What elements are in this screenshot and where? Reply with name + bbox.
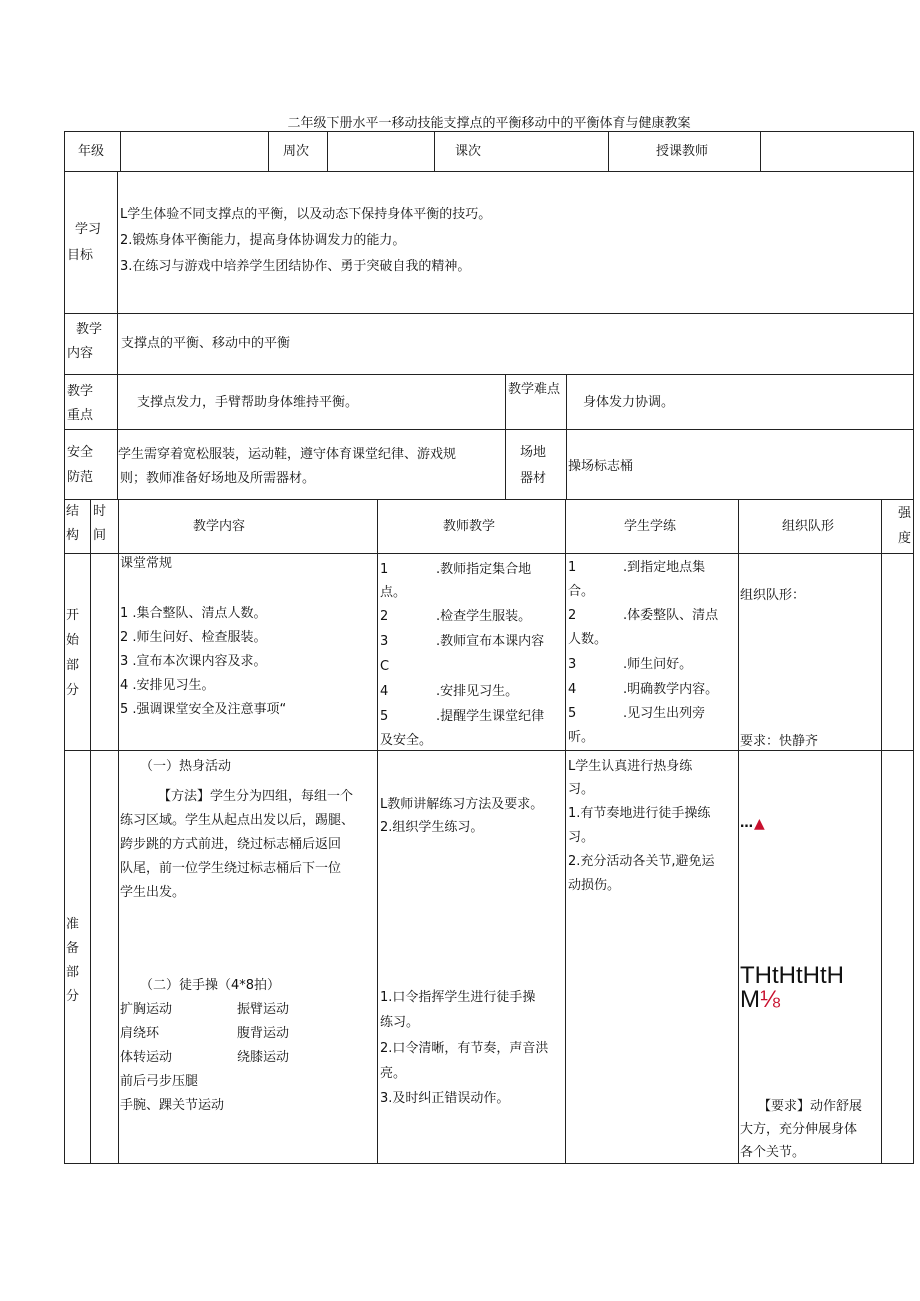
start-student-num: 4 [568,682,577,697]
start-student-text: .见习生出列旁 [623,706,706,721]
start-content-line: 4 .安排见习生。 [120,678,215,693]
prep-student-line: 1.有节奏地进行徒手操练 [568,806,711,821]
exercise-item: 扩胸运动 [120,1002,173,1017]
warmup-line: 练习区域。学生从起点出发以后，踢腿、 [120,813,355,828]
col-intensity-1: 强 [898,506,912,521]
start-student-text: 人数。 [568,632,608,647]
start-student-text: .到指定地点集 [623,560,706,575]
exercise-item: 体转运动 [120,1050,173,1065]
start-teacher-num: 4 [380,684,389,699]
start-teacher-text: 及安全。 [380,733,433,748]
triangle-icon: ▲ [754,816,765,832]
exercise-title: （二）徒手操（4*8拍） [140,978,281,993]
start-requirement: 要求：快静齐 [740,734,819,749]
equip-text: 操场标志桶 [568,459,634,474]
col-struct-2: 构 [66,528,80,543]
start-student-num: 1 [568,560,577,575]
start-teacher-text: 点。 [380,585,407,600]
start-content-line: 5 .强调课堂安全及注意事项“ [120,702,287,717]
prep-teacher-line: L教师讲解练习方法及要求。 [380,797,544,812]
safety-text: 则；教师准备好场地及所需器材。 [120,471,316,486]
safety-text: 学生需穿着宽松服装，运动鞋，遵守体育课堂纪律、游戏规 [118,447,457,462]
prep-student-line: L学生认真进行热身练 [568,759,693,774]
col-formation: 组织队形 [782,519,835,534]
prep-student-line: 习。 [568,782,595,797]
start-student-text: .明确教学内容。 [623,682,719,697]
prep-requirement-line: 大方，充分伸展身体 [740,1122,858,1137]
formation-dots: … [740,816,753,831]
exercise-item: 肩绕环 [120,1026,160,1041]
warmup-line: 【方法】学生分为四组，每组一个 [158,789,354,804]
start-teacher-text: .提醒学生课堂纪律 [436,709,545,724]
col-content: 教学内容 [193,519,246,534]
difficulty-text: 身体发力协调。 [583,395,675,410]
start-student-num: 5 [568,706,577,721]
prep-requirement-line: 【要求】动作舒展 [758,1099,863,1114]
col-intensity-2: 度 [898,531,912,546]
equip-label-2: 器材 [520,471,547,486]
week-label: 周次 [283,144,310,159]
difficulty-label: 教学难点 [508,382,561,397]
safety-label-1: 安全 [67,445,94,460]
start-section-char: 部 [66,658,80,673]
grade-label: 年级 [78,144,105,159]
safety-label-2: 防范 [67,470,94,485]
warmup-line: 队尾，前一位学生绕过标志桶后下一位 [120,861,342,876]
key-label-2: 重点 [67,408,94,423]
start-section-char: 开 [66,608,80,623]
teacher-label: 授课教师 [656,144,709,159]
content-label-2: 内容 [67,346,94,361]
start-teacher-text: .教师宣布本课内容 [436,634,545,649]
prep-teacher-line: 1.口令指挥学生进行徒手操 [380,990,536,1005]
col-struct-1: 结 [66,504,80,519]
warmup-line: 学生出发。 [120,885,186,900]
prep-student-line: 动损伤。 [568,878,621,893]
prep-teacher-line: 练习。 [380,1015,420,1030]
prep-student-line: 2.充分活动各关节,避免运 [568,854,715,869]
goals-label-2: 目标 [67,248,94,263]
start-student-text: .师生问好。 [623,657,693,672]
col-student: 学生学练 [624,519,677,534]
start-teacher-text: .检查学生服装。 [436,609,532,624]
start-student-num: 3 [568,657,577,672]
formation-diagram-fraction: ⅛ [760,986,781,1013]
start-teacher-text: .安排见习生。 [436,684,519,699]
start-content-line: 3 .宣布本次课内容及求。 [120,654,267,669]
prep-requirement-line: 各个关节。 [740,1145,806,1160]
start-student-text: .体委整队、清点 [623,608,719,623]
formation-diagram-text: THtHtHtH [740,962,844,989]
prep-teacher-line: 3.及时纠正错误动作。 [380,1091,510,1106]
start-teacher-num: 2 [380,609,389,624]
start-teacher-text: .教师指定集合地 [436,562,532,577]
prep-section-char: 准 [66,917,80,932]
start-student-text: 合。 [568,584,595,599]
start-teacher-num: 1 [380,562,389,577]
start-content-line: 2 .师生问好、检查服装。 [120,630,267,645]
start-content-line: 课堂常规 [120,556,173,571]
prep-section-char: 部 [66,965,80,980]
col-time-2: 间 [93,528,107,543]
start-student-text: 听。 [568,730,595,745]
start-teacher-num: 5 [380,709,389,724]
exercise-item: 振臂运动 [237,1002,290,1017]
start-formation: 组织队形： [740,588,806,603]
start-content-line: 1 .集合整队、清点人数。 [120,606,267,621]
formation-diagram-m: M [740,986,760,1013]
equip-label-1: 场地 [520,445,547,460]
start-teacher-num: 3 [380,634,389,649]
start-student-num: 2 [568,608,577,623]
start-teacher-num: C [380,659,390,674]
key-label-1: 教学 [67,384,94,399]
goals-label-1: 学习 [75,222,102,237]
lesson-label: 课次 [455,144,482,159]
goal-item: L学生体验不同支撑点的平衡，以及动态下保持身体平衡的技巧。 [120,207,492,222]
goal-item: 3.在练习与游戏中培养学生团结协作、勇于突破自我的精神。 [120,259,471,274]
prep-teacher-line: 2.组织学生练习。 [380,820,484,835]
exercise-item: 手腕、踝关节运动 [120,1098,225,1113]
start-section-char: 分 [66,683,80,698]
page-title: 二年级下册水平一移动技能支撑点的平衡移动中的平衡体育与健康教案 [287,116,691,131]
col-teacher: 教师教学 [443,519,496,534]
start-section-char: 始 [66,633,80,648]
prep-section-char: 备 [66,941,80,956]
exercise-item: 绕膝运动 [237,1050,290,1065]
exercise-item: 腹背运动 [237,1026,290,1041]
prep-student-line: 习。 [568,830,595,845]
exercise-item: 前后弓步压腿 [120,1074,199,1089]
prep-teacher-line: 亮。 [380,1066,407,1081]
warmup-line: 跨步跳的方式前进，绕过标志桶后返回 [120,837,342,852]
prep-teacher-line: 2.口令清晰，有节奏，声音洪 [380,1041,549,1056]
warmup-title: （一）热身活动 [140,759,232,774]
goal-item: 2.锻炼身体平衡能力，提高身体协调发力的能力。 [120,233,406,248]
prep-section-char: 分 [66,989,80,1004]
key-text: 支撑点发力，手臂帮助身体维持平衡。 [137,395,359,410]
content-text: 支撑点的平衡、移动中的平衡 [121,336,291,351]
content-label-1: 教学 [76,322,103,337]
col-time-1: 时 [93,504,107,519]
formation-diagram-text [740,986,780,1014]
